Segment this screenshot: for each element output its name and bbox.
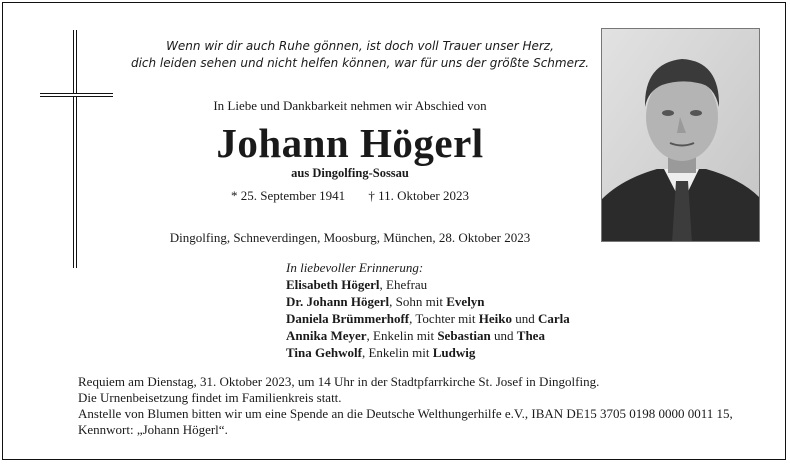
deceased-name: Johann Högerl	[216, 120, 484, 166]
conjunction: und	[511, 311, 538, 326]
service-info	[78, 374, 778, 438]
partner-name: Sebastian	[437, 328, 491, 343]
mourner-relation: , Ehefrau	[379, 277, 428, 292]
memory-section	[286, 259, 626, 361]
mourner-relation: , Sohn mit	[389, 294, 447, 309]
mourner-row	[286, 276, 626, 293]
verse	[120, 38, 600, 72]
cross-icon	[73, 30, 77, 268]
donation-line: Anstelle von Blumen bitten wir um eine Spende an die Deutsche Welthungerhilfe e.V., IBAN DE15 3705 0198 0000 0011 15,	[78, 406, 733, 421]
death-date: † 11. Oktober 2023	[368, 188, 469, 203]
mourner-row	[286, 293, 626, 310]
mourner-row	[286, 344, 626, 361]
partner-name: Carla	[537, 311, 570, 326]
mourner-name: Annika Meyer	[286, 328, 367, 343]
keyword-line: Kennwort: „Johann Högerl“.	[78, 422, 228, 437]
burial-line: Die Urnenbeisetzung findet im Familienkreis statt.	[78, 390, 342, 405]
verse-line: dich leiden sehen und nicht helfen können, war für uns der größte Schmerz.	[130, 56, 590, 70]
mourner-relation: , Tochter mit	[409, 311, 479, 326]
verse-line: Wenn wir dir auch Ruhe gönnen, ist doch voll Trauer unser Herz,	[166, 39, 554, 53]
partner-name: Evelyn	[446, 294, 485, 309]
mourner-row	[286, 310, 626, 327]
conjunction: und	[490, 328, 517, 343]
mourner-name: Tina Gehwolf	[286, 345, 362, 360]
portrait-photo	[601, 28, 760, 242]
intro-text: In Liebe und Dankbarkeit nehmen wir Abschied von	[213, 98, 487, 113]
origin-text: aus Dingolfing-Sossau	[291, 166, 409, 180]
mourner-name: Dr. Johann Högerl	[286, 294, 390, 309]
partner-name: Ludwig	[432, 345, 476, 360]
mourner-row	[286, 327, 626, 344]
mourner-name: Daniela Brümmerhoff	[286, 311, 410, 326]
partner-name: Heiko	[478, 311, 512, 326]
cross-bar	[40, 93, 113, 97]
portrait-image	[602, 29, 760, 242]
mourner-relation: , Enkelin mit	[361, 345, 433, 360]
birth-date: * 25. September 1941	[231, 188, 346, 203]
cross-joint	[74, 94, 76, 96]
mourner-relation: , Enkelin mit	[366, 328, 438, 343]
place-and-date: Dingolfing, Schneverdingen, Moosburg, München, 28. Oktober 2023	[169, 230, 531, 245]
partner-name: Thea	[516, 328, 545, 343]
life-dates	[150, 188, 550, 204]
mourner-name: Elisabeth Högerl	[286, 277, 380, 292]
requiem-line: Requiem am Dienstag, 31. Oktober 2023, um 14 Uhr in der Stadtpfarrkirche St. Josef in Dingolfing.	[78, 374, 600, 389]
memory-heading: In liebevoller Erinnerung:	[286, 260, 424, 275]
